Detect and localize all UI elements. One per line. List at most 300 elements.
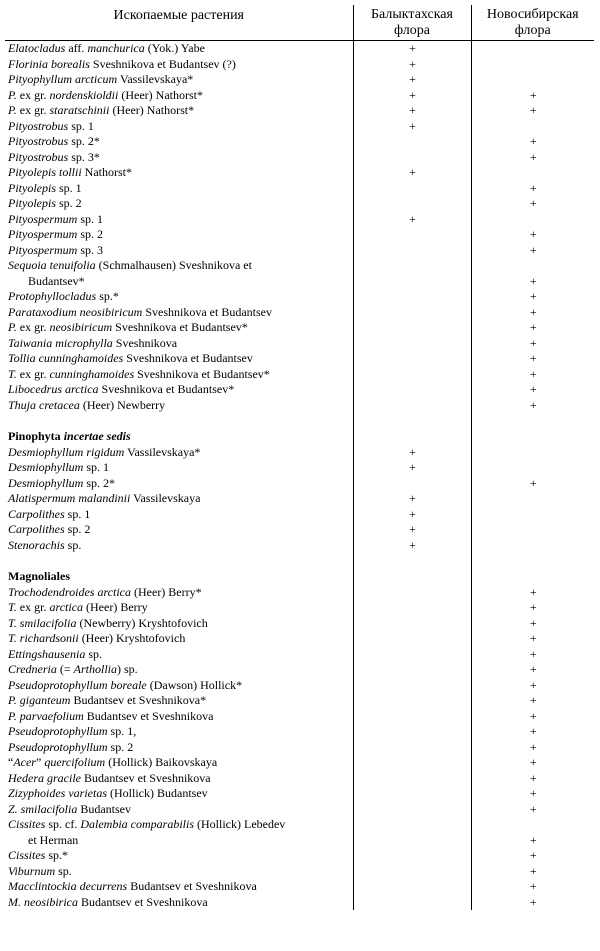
balyktakh-mark: + [353, 88, 471, 104]
section-heading [5, 429, 353, 445]
balyktakh-mark [353, 351, 471, 367]
novosibirsk-mark: + [529, 196, 537, 210]
name-part: Pseudoprotophyllum [8, 724, 108, 738]
novosibirsk-mark: + [529, 289, 537, 303]
species-name [5, 724, 353, 740]
table-row [5, 678, 594, 694]
name-part: Acer [13, 755, 36, 769]
novosibirsk-mark: + [529, 397, 537, 412]
balyktakh-mark: + [353, 538, 471, 554]
novosibirsk-mark: + [529, 584, 537, 599]
name-part: Pityospermum [8, 227, 78, 241]
table-row [5, 243, 594, 259]
novosibirsk-mark [471, 429, 594, 445]
balyktakh-mark [353, 429, 471, 445]
table-row [5, 305, 594, 321]
name-part: Hedera gracile [8, 770, 81, 785]
balyktakh-mark: + [353, 491, 471, 507]
novosibirsk-mark: + [529, 149, 537, 164]
novosibirsk-mark: + [529, 615, 537, 630]
novosibirsk-mark [471, 212, 594, 228]
name-part: staratschinii [49, 103, 110, 117]
species-name [5, 538, 353, 554]
spacer-cell [353, 553, 471, 569]
name-part: M. neosibirica [8, 894, 78, 909]
novosibirsk-mark: + [529, 801, 537, 816]
species-name [5, 678, 353, 694]
balyktakh-mark: + [353, 460, 471, 476]
table-row [5, 72, 594, 88]
table-row [5, 181, 594, 197]
name-part: (Hollick) Budantsev [107, 786, 208, 800]
species-name [5, 585, 353, 601]
name-part: Sveshnikova et Budantsev (?) [89, 56, 236, 71]
name-part: Pityophyllum arcticum [8, 72, 118, 86]
novosibirsk-mark: + [529, 894, 537, 909]
name-part: Desmiophyllum rigidum [8, 444, 125, 459]
novosibirsk-mark: + [529, 646, 537, 661]
name-part: incertae sedis [63, 429, 131, 443]
header-fossil-plants: Ископаемые растения [5, 5, 353, 41]
name-part: (Heer) Nathorst* [118, 87, 203, 102]
species-name [5, 196, 353, 212]
table-row [5, 662, 594, 678]
novosibirsk-mark: + [529, 755, 537, 769]
novosibirsk-mark: + [529, 335, 537, 350]
table-row [5, 491, 594, 507]
species-name [5, 181, 353, 197]
species-name [5, 289, 353, 305]
header-balyktakh-line2: флора [394, 23, 430, 38]
name-part: sp. 1 [68, 118, 94, 133]
balyktakh-mark [353, 600, 471, 616]
species-name [5, 212, 353, 228]
species-name [5, 647, 353, 663]
name-part: Vassilevskaya* [124, 444, 201, 459]
name-part: “ [8, 755, 14, 769]
balyktakh-mark: + [353, 522, 471, 538]
balyktakh-mark [353, 616, 471, 632]
species-name [5, 305, 353, 321]
species-name [5, 72, 353, 88]
name-part: (Dawson) Hollick* [146, 677, 243, 692]
name-part: Budantsev et Sveshnikova* [70, 693, 207, 707]
species-name [5, 491, 353, 507]
name-part: (Heer) Berry* [131, 584, 202, 599]
spacer-cell [5, 413, 353, 429]
balyktakh-mark [353, 755, 471, 771]
name-part: Sveshnikova et Budantsev* [98, 382, 235, 396]
balyktakh-mark [353, 693, 471, 709]
name-part: (Yok.) Yabe [144, 41, 205, 55]
balyktakh-mark [353, 864, 471, 880]
name-part: ex gr. [16, 320, 50, 334]
species-name [5, 150, 353, 166]
name-part: sp. 1, [107, 724, 137, 738]
species-name [5, 740, 353, 756]
species-name [5, 895, 353, 911]
name-part: (Heer) Nathorst* [109, 103, 195, 117]
table-row [5, 41, 594, 57]
name-part: Taiwania microphylla [8, 335, 113, 350]
name-part: Desmiophyllum [8, 460, 84, 474]
novosibirsk-mark [471, 119, 594, 135]
name-part: ex gr. [16, 87, 50, 102]
name-part: Pityostrobus [8, 149, 69, 164]
table-row [5, 196, 594, 212]
name-part: P. [8, 87, 17, 102]
balyktakh-mark [353, 181, 471, 197]
novosibirsk-mark: + [529, 693, 537, 707]
fossil-plants-table [5, 5, 594, 910]
name-part: Alatispermum malandinii [8, 491, 131, 505]
balyktakh-mark [353, 289, 471, 305]
table-row [5, 351, 594, 367]
name-part: sp.* [45, 848, 69, 862]
balyktakh-mark [353, 771, 471, 787]
species-name [5, 227, 353, 243]
name-part: (Heer) Berry [83, 600, 148, 614]
name-part: Florinia borealis [8, 56, 90, 71]
name-part: ex gr. [16, 103, 50, 117]
name-part: Budantsev et Sveshnikova [127, 879, 257, 893]
balyktakh-mark: + [353, 507, 471, 523]
name-part: Elatocladus [8, 41, 66, 55]
name-part: (= [56, 662, 74, 676]
table-row [5, 88, 594, 104]
name-part: Pityolepis [8, 180, 56, 195]
novosibirsk-mark: + [529, 786, 537, 800]
name-part: T. smilacifolia [8, 615, 77, 630]
name-part: sp. cf. [45, 817, 81, 831]
balyktakh-mark: + [353, 57, 471, 73]
section-heading-row [5, 429, 594, 445]
balyktakh-mark [353, 320, 471, 336]
table-row [5, 367, 594, 383]
species-name [5, 848, 353, 864]
novosibirsk-mark: + [529, 134, 537, 148]
novosibirsk-mark: + [529, 382, 537, 396]
table-row [5, 522, 594, 538]
novosibirsk-mark: + [529, 87, 537, 102]
balyktakh-mark [353, 662, 471, 678]
name-part: sp. [64, 537, 82, 552]
name-part: Credneria [8, 662, 57, 676]
novosibirsk-mark: + [529, 475, 537, 490]
name-part: Pityolepis tollii [8, 165, 82, 179]
table-row [5, 134, 594, 150]
name-part: P. [8, 103, 17, 117]
species-name [5, 57, 353, 73]
table-row [5, 786, 594, 802]
balyktakh-mark [353, 227, 471, 243]
table-row [5, 740, 594, 756]
name-part: (Hollick) Lebedev [194, 817, 286, 831]
name-part: Magnoliales [8, 569, 70, 583]
novosibirsk-mark: + [529, 227, 537, 241]
table-row [5, 616, 594, 632]
name-part: sp.* [96, 289, 119, 303]
name-part: ex gr. [16, 366, 50, 381]
header-novosibirsk-flora [471, 5, 594, 41]
balyktakh-mark [353, 802, 471, 818]
name-part: (Hollick) Baikovskaya [105, 755, 218, 769]
header-novosibirsk-line2: флора [514, 23, 551, 38]
name-continuation: Budantsev* [28, 273, 85, 288]
novosibirsk-mark [471, 41, 594, 57]
spacer-cell [353, 413, 471, 429]
species-name [5, 119, 353, 135]
name-part: sp. 2 [77, 227, 103, 241]
table-row [5, 771, 594, 787]
novosibirsk-mark [471, 522, 594, 538]
species-name [5, 755, 353, 771]
name-part: Thuja cretacea [8, 397, 80, 412]
balyktakh-mark [353, 631, 471, 647]
spacer-cell [5, 553, 353, 569]
name-part: Budantsev et Sveshnikova [78, 894, 208, 909]
name-part: T. [8, 600, 17, 614]
balyktakh-mark: + [353, 72, 471, 88]
balyktakh-mark [353, 305, 471, 321]
table-row [5, 631, 594, 647]
table-row [5, 150, 594, 166]
novosibirsk-mark: + [529, 770, 537, 785]
species-name [5, 165, 353, 181]
table-row [5, 895, 594, 911]
name-part: sp. 1 [77, 211, 103, 226]
name-part: Ettingshausenia [8, 646, 86, 661]
balyktakh-mark [353, 258, 471, 289]
header-balyktakh-flora [353, 5, 471, 41]
table-row [5, 507, 594, 523]
table-row [5, 600, 594, 616]
species-name [5, 864, 353, 880]
balyktakh-mark [353, 786, 471, 802]
name-part: Parataxodium neosibiricum [8, 304, 143, 319]
novosibirsk-mark [471, 491, 594, 507]
species-name [5, 771, 353, 787]
header-novosibirsk-line1: Новосибирская [486, 7, 579, 22]
name-part: P. giganteum [8, 693, 71, 707]
species-name [5, 460, 353, 476]
table-row [5, 802, 594, 818]
name-part: T. [8, 366, 17, 381]
novosibirsk-mark: + [529, 662, 537, 676]
table-row [5, 212, 594, 228]
name-part: nordenskioldii [49, 87, 119, 102]
name-part: Tollia cunninghamoides [8, 351, 124, 365]
balyktakh-mark [353, 724, 471, 740]
table-header-row [5, 5, 594, 41]
name-part: manchurica [87, 41, 145, 55]
name-part: sp. 3* [68, 149, 100, 164]
balyktakh-mark [353, 895, 471, 911]
name-part: T. richardsonii [8, 631, 79, 645]
table-row [5, 585, 594, 601]
species-name [5, 382, 353, 398]
balyktakh-mark: + [353, 41, 471, 57]
name-part: Cissites [8, 817, 46, 831]
species-name [5, 879, 353, 895]
novosibirsk-mark: + [529, 848, 537, 862]
species-name [5, 41, 353, 57]
table-row [5, 119, 594, 135]
table-row [5, 165, 594, 181]
balyktakh-mark [353, 585, 471, 601]
name-part: aff. [65, 41, 88, 55]
name-part: Pityolepis [8, 196, 56, 210]
novosibirsk-mark: + [529, 677, 537, 692]
name-part: Sveshnikova et Budantsev* [112, 320, 248, 334]
name-part: Macclintockia decurrens [8, 879, 128, 893]
name-part: Vassilevskaya* [117, 72, 194, 86]
table-row [5, 848, 594, 864]
balyktakh-mark [353, 196, 471, 212]
table-row [5, 336, 594, 352]
table-row [5, 382, 594, 398]
name-part: sp. [85, 646, 103, 661]
novosibirsk-mark [471, 445, 594, 461]
name-part: sp. 1 [83, 460, 109, 474]
name-part: sp. 2 [56, 196, 82, 210]
section-heading-row [5, 569, 594, 585]
table-row [5, 647, 594, 663]
table-row [5, 709, 594, 725]
name-part: Pinophyta [8, 429, 64, 443]
novosibirsk-mark [471, 57, 594, 73]
table-row [5, 103, 594, 119]
name-part: Viburnum [8, 863, 56, 878]
balyktakh-mark [353, 740, 471, 756]
table-row [5, 693, 594, 709]
name-part: ex gr. [16, 600, 50, 614]
name-continuation: et Herman [28, 832, 79, 847]
balyktakh-mark [353, 879, 471, 895]
novosibirsk-mark: + [529, 724, 537, 738]
name-part: Arthollia [73, 662, 117, 676]
name-part: Nathorst* [81, 165, 132, 179]
species-name [5, 662, 353, 678]
species-name [5, 616, 353, 632]
table-row [5, 460, 594, 476]
name-part: Budantsev et Sveshnikova [83, 708, 214, 723]
table-row [5, 864, 594, 880]
name-part: sp. [55, 863, 72, 878]
novosibirsk-mark: + [529, 366, 537, 381]
species-name [5, 802, 353, 818]
table-row [5, 879, 594, 895]
name-part: Pityostrobus [8, 134, 69, 148]
table-row [5, 258, 594, 289]
name-part: Z. smilacifolia [8, 801, 78, 816]
name-part: Carpolithes [8, 506, 65, 521]
species-name [5, 398, 353, 414]
balyktakh-mark [353, 569, 471, 585]
species-name [5, 336, 353, 352]
species-name [5, 367, 353, 383]
name-part: Pityospermum [8, 242, 78, 257]
balyktakh-mark [353, 709, 471, 725]
species-name [5, 817, 353, 848]
species-name [5, 476, 353, 492]
name-part: Budantsev [77, 801, 132, 816]
section-heading [5, 569, 353, 585]
name-part: Pityospermum [8, 211, 78, 226]
species-name [5, 522, 353, 538]
name-part: sp. 1 [64, 506, 91, 521]
table-row [5, 289, 594, 305]
species-name [5, 258, 353, 289]
novosibirsk-mark: + [529, 739, 537, 754]
name-part: sp. 1 [56, 180, 82, 195]
spacer-cell [471, 413, 594, 429]
novosibirsk-mark: + [529, 708, 537, 723]
balyktakh-mark [353, 848, 471, 864]
name-part: Zizyphoides varietas [8, 786, 107, 800]
name-part: Pityostrobus [8, 118, 69, 133]
novosibirsk-mark [471, 569, 594, 585]
novosibirsk-mark: + [529, 320, 537, 334]
novosibirsk-mark [471, 507, 594, 523]
table-row [5, 476, 594, 492]
table-row [5, 57, 594, 73]
name-part: sp. 2* [83, 475, 115, 490]
table-row [5, 227, 594, 243]
novosibirsk-mark: + [529, 832, 537, 847]
name-part: Pseudoprotophyllum [8, 739, 108, 754]
novosibirsk-mark: + [529, 273, 537, 288]
species-name [5, 507, 353, 523]
name-part: Sveshnikova et Budantsev [123, 351, 253, 365]
balyktakh-mark [353, 382, 471, 398]
name-part: Budantsev et Sveshnikova [80, 770, 211, 785]
name-part: Sveshnikova [112, 335, 178, 350]
name-part: Carpolithes [8, 522, 65, 536]
novosibirsk-mark: + [529, 180, 537, 195]
balyktakh-mark [353, 134, 471, 150]
species-name [5, 320, 353, 336]
name-part: Protophyllocladus [8, 289, 97, 303]
table-row [5, 398, 594, 414]
name-part: (Newberry) Kryshtofovich [76, 615, 208, 630]
table-row [5, 538, 594, 554]
name-part: Sveshnikova et Budantsev [142, 304, 272, 319]
name-part: P. [8, 320, 17, 334]
balyktakh-mark [353, 398, 471, 414]
balyktakh-mark [353, 647, 471, 663]
novosibirsk-mark: + [529, 351, 537, 365]
novosibirsk-mark [471, 72, 594, 88]
balyktakh-mark [353, 476, 471, 492]
novosibirsk-mark: + [529, 600, 537, 614]
name-part: ) sp. [117, 662, 138, 676]
name-part: P. parvaefolium [8, 708, 84, 723]
name-part: Sequoia tenuifolia [8, 258, 96, 272]
species-name [5, 134, 353, 150]
species-name [5, 243, 353, 259]
species-name [5, 103, 353, 119]
novosibirsk-mark: + [529, 631, 537, 645]
table-row [5, 445, 594, 461]
spacer-cell [471, 553, 594, 569]
species-name [5, 693, 353, 709]
novosibirsk-mark: + [529, 863, 537, 878]
name-part: Trochodendroides arctica [8, 584, 131, 599]
name-part: (Schmalhausen) Sveshnikova et [95, 258, 252, 272]
header-balyktakh-line1: Балыктахская [371, 7, 453, 22]
spacer-row [5, 553, 594, 569]
